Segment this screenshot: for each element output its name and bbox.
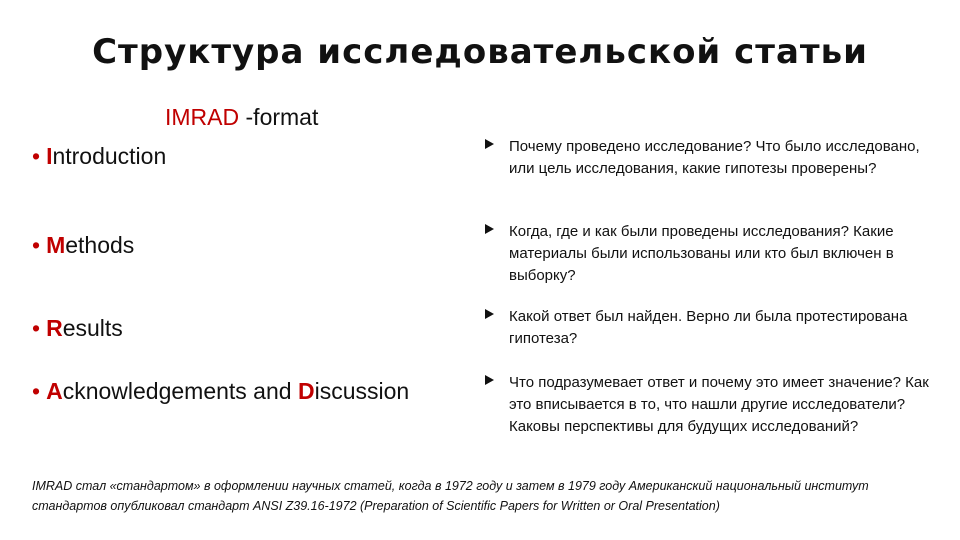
list-item-introduction xyxy=(32,143,166,170)
list-item-initial: D xyxy=(297,378,315,404)
list-item-label: iscussion xyxy=(314,378,410,404)
footnote: IMRAD стал «стандартом» в оформлении научных статей, когда в 1972 году и затем в 1979 году Американский национальный институт стандартов опубликовал стандарт ANSI Z39.16-1972 (Preparation of Scientific Papers for Written or Oral Presentation) xyxy=(32,479,869,513)
list-item-discussion xyxy=(32,378,409,405)
bullet-dot-icon: • xyxy=(32,232,41,258)
list-item-initial: M xyxy=(46,232,66,258)
question-text: Когда, где и как были проведены исследования? Какие материалы были использованы или кто был включен в выборку? xyxy=(509,223,894,284)
triangle-arrow-icon xyxy=(485,375,494,385)
list-item-label: esults xyxy=(62,315,123,341)
list-item-methods xyxy=(32,232,134,259)
list-item-initial: A xyxy=(46,378,63,404)
slide-title: Структура исследовательской статьи xyxy=(92,32,868,72)
bullet-dot-icon: • xyxy=(32,143,41,169)
question-text: Что подразумевает ответ и почему это имеет значение? Как это вписывается в то, что нашли другие исследователи? Каковы перспективы для будущих исследований? xyxy=(509,374,929,435)
list-item-initial: R xyxy=(46,315,63,341)
bullet-dot-icon: • xyxy=(32,378,41,404)
list-item-initial: I xyxy=(46,143,53,169)
list-item-label: ntroduction xyxy=(52,143,167,169)
imrad-label: IMRAD xyxy=(165,104,240,130)
format-label: -format xyxy=(239,104,319,130)
triangle-arrow-icon xyxy=(485,224,494,234)
question-text: Почему проведено исследование? Что было исследовано, или цель исследования, какие гипотезы проверены? xyxy=(509,138,920,177)
list-item-results xyxy=(32,315,123,342)
question-text: Какой ответ был найден. Верно ли была протестирована гипотеза? xyxy=(509,308,908,347)
triangle-arrow-icon xyxy=(485,309,494,319)
triangle-arrow-icon xyxy=(485,139,494,149)
list-item-label: cknowledgements and xyxy=(62,378,298,404)
format-subtitle xyxy=(165,104,318,131)
list-item-label: ethods xyxy=(65,232,135,258)
bullet-dot-icon: • xyxy=(32,315,41,341)
